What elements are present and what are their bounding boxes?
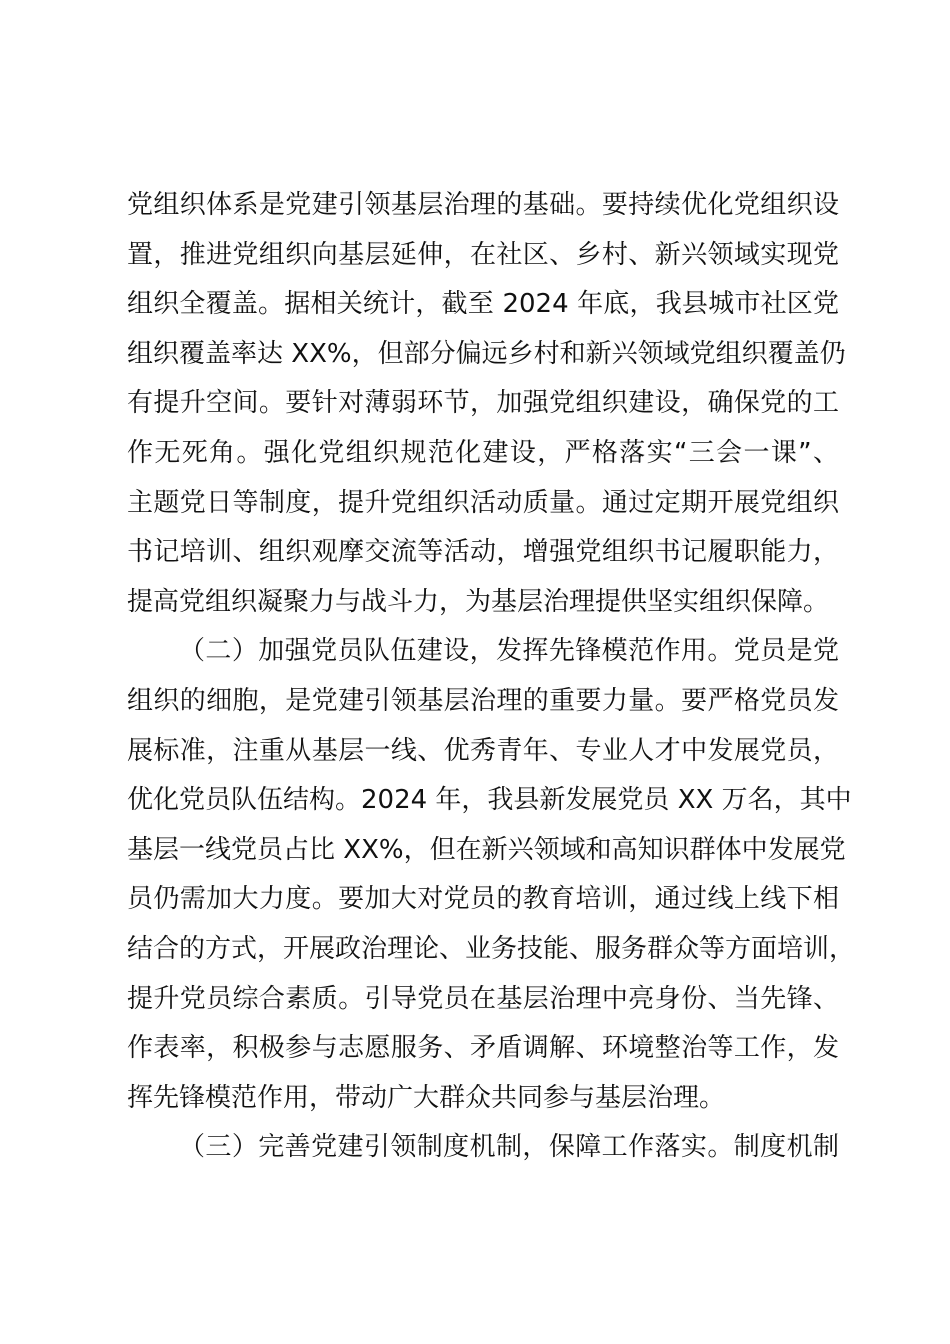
text-line: 有提升空间。要针对薄弱环节，加强党组织建设，确保党的工	[127, 388, 839, 419]
text-line: 党组织体系是党建引领基层治理的基础。要持续优化党组织设	[127, 190, 839, 220]
section-heading-line: （三）完善党建引领制度机制，保障工作落实。制度机制	[179, 1132, 839, 1163]
text-line: 置，推进党组织向基层延伸，在社区、乡村、新兴领域实现党	[127, 239, 839, 270]
text-line: 作表率，积极参与志愿服务、矛盾调解、环境整治等工作，发	[127, 1033, 839, 1064]
text-line: 展标准，注重从基层一线、优秀青年、专业人才中发展党员，	[127, 735, 839, 766]
text-line: 主题党日等制度，提升党组织活动质量。通过定期开展党组织	[127, 487, 839, 518]
text-line: 结合的方式，开展政治理论、业务技能、服务群众等方面培训，	[127, 933, 856, 964]
text-line: 书记培训、组织观摩交流等活动，增强党组织书记履职能力，	[127, 537, 839, 568]
text-line: 基层一线党员占比 XX%，但在新兴领域和高知识群体中发展党	[127, 834, 846, 865]
text-line: 组织全覆盖。据相关统计，截至 2024 年底，我县城市社区党	[127, 289, 839, 320]
section-heading-line: （二）加强党员队伍建设，发挥先锋模范作用。党员是党	[179, 636, 839, 667]
text-line: 优化党员队伍结构。2024 年，我县新发展党员 XX 万名，其中	[127, 785, 852, 816]
text-line: 挥先锋模范作用，带动广大群众共同参与基层治理。	[127, 1082, 726, 1113]
document-body	[127, 181, 856, 1173]
text-line: 组织的细胞，是党建引领基层治理的重要力量。要严格党员发	[127, 685, 839, 716]
text-line: 提升党员综合素质。引导党员在基层治理中亮身份、当先锋、	[127, 983, 839, 1014]
text-line: 组织覆盖率达 XX%，但部分偏远乡村和新兴领域党组织覆盖仍	[127, 338, 846, 369]
text-line: 提高党组织凝聚力与战斗力，为基层治理提供坚实组织保障。	[127, 586, 830, 617]
text-line: 员仍需加大力度。要加大对党员的教育培训，通过线上线下相	[127, 884, 839, 915]
text-line: 作无死角。强化党组织规范化建设，严格落实“三会一课”、	[127, 437, 839, 468]
